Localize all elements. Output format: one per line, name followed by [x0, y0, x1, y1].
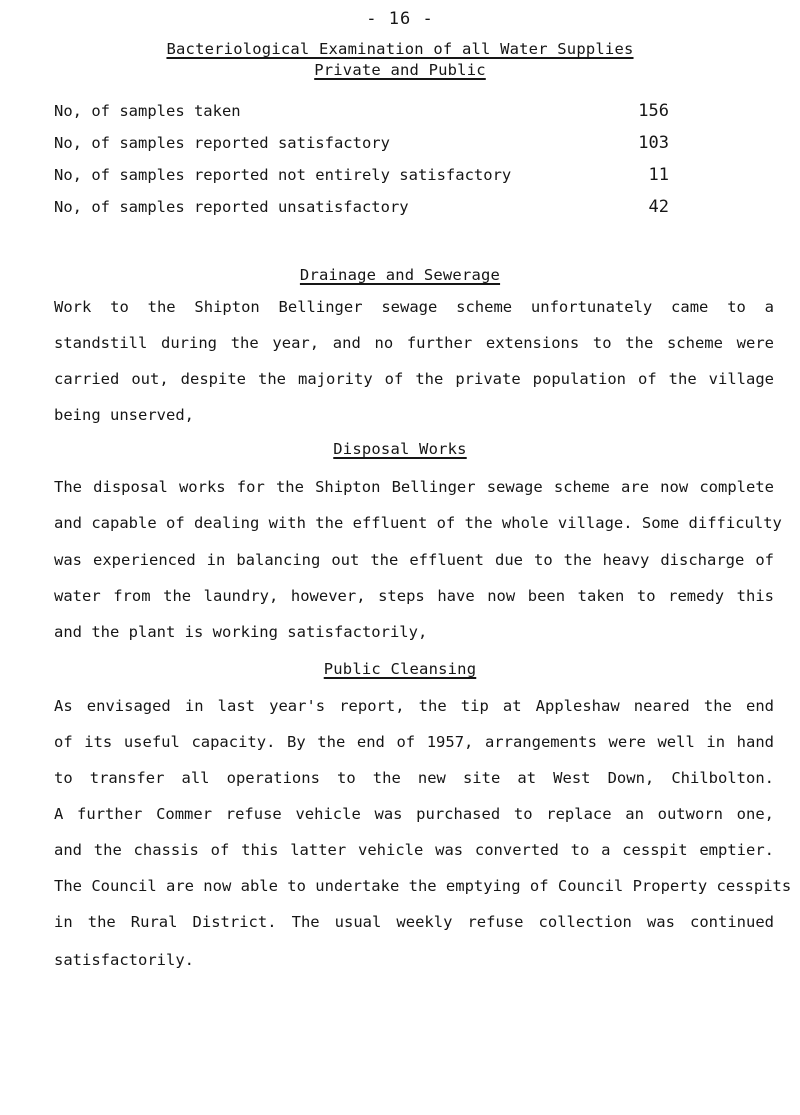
row-label: No, of samples reported satisfactory — [54, 134, 390, 152]
paragraph-line: satisfactorily. — [54, 951, 194, 969]
disposal-title: Disposal Works — [333, 440, 467, 458]
water-supplies-title: Bacteriological Examination of all Water Supplies — [166, 40, 634, 58]
row-value: 42 — [648, 197, 669, 217]
paragraph-line: was experienced in balancing out the effluent due to the heavy discharge of — [54, 551, 774, 569]
paragraph-line: As envisaged in last year's report, the tip at Appleshaw neared the end — [54, 697, 774, 715]
paragraph-line: A further Commer refuse vehicle was purchased to replace an outworn one, — [54, 805, 774, 823]
paragraph-line: of its useful capacity. By the end of 1957, arrangements were well in hand — [54, 733, 774, 751]
row-value: 11 — [648, 165, 669, 185]
paragraph-line: and capable of dealing with the effluent of the whole village. Some difficulty — [54, 514, 782, 532]
paragraph-line: and the chassis of this latter vehicle was converted to a cesspit emptier. — [54, 841, 774, 859]
paragraph-line: water from the laundry, however, steps have now been taken to remedy this — [54, 587, 774, 605]
paragraph-line: carried out, despite the majority of the private population of the village — [54, 370, 774, 388]
row-label: No, of samples reported unsatisfactory — [54, 198, 409, 216]
paragraph-line: Work to the Shipton Bellinger sewage scheme unfortunately came to a — [54, 298, 774, 316]
drainage-title: Drainage and Sewerage — [299, 266, 501, 284]
paragraph-line: in the Rural District. The usual weekly refuse collection was continued — [54, 913, 774, 931]
paragraph-line: being unserved, — [54, 406, 194, 424]
row-value: 156 — [638, 101, 669, 121]
paragraph-line: standstill during the year, and no further extensions to the scheme were — [54, 334, 774, 352]
paragraph-line: to transfer all operations to the new site at West Down, Chilbolton. — [54, 769, 774, 787]
page-number: - 16 - — [366, 9, 434, 29]
paragraph-line: The disposal works for the Shipton Bellinger sewage scheme are now complete — [54, 478, 774, 496]
row-value: 103 — [638, 133, 669, 153]
cleansing-title: Public Cleansing — [323, 660, 477, 678]
row-label: No, of samples reported not entirely satisfactory — [54, 166, 512, 184]
paragraph-line: and the plant is working satisfactorily, — [54, 623, 428, 641]
row-label: No, of samples taken — [54, 102, 241, 120]
water-supplies-subtitle: Private and Public — [314, 61, 486, 79]
paragraph-line: The Council are now able to undertake the emptying of Council Property cesspits — [54, 877, 792, 895]
